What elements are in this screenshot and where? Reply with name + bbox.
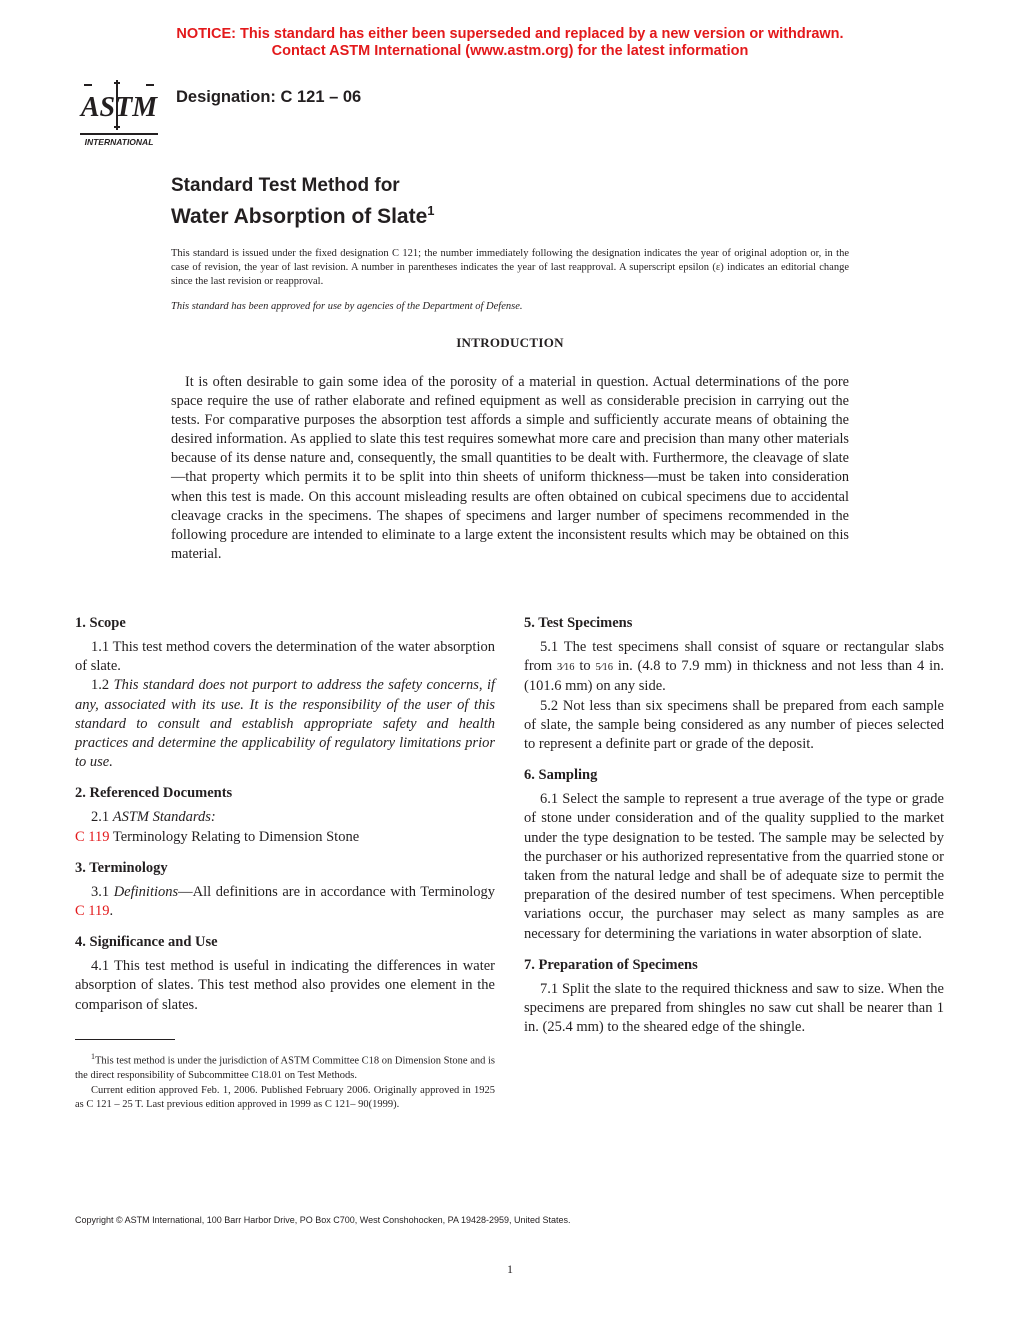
section-specimens-heading: 5. Test Specimens bbox=[524, 615, 633, 631]
paragraph-3-1: 3.1 Definitions—All definitions are in accordance with Terminology C 119. bbox=[75, 883, 496, 920]
section-sampling-heading: 6. Sampling bbox=[524, 767, 598, 784]
paragraph-7-1: 7.1 Split the slate to the required thickness and saw to size. When the specimens are prepared from shingles no saw cut shall be nearer than 1 in. (25.4 mm) to the sheared edge of the shingle. bbox=[524, 980, 944, 1036]
paragraph-1-2: 1.2 This standard does not purport to address the safety concerns, if any, associated with its use. It is the responsibility of the user of this standard to consult and establish appropriate safety and health practices and determine the applicability of regulatory limitations prior to use. bbox=[75, 677, 496, 771]
footnote-1: $^1$This test method is under the jurisdiction of ASTM Committee C18 on Dimension Stone and is the direct responsibility of Subcommittee C18.01 on Test Methods. bbox=[75, 1052, 495, 1082]
section-referenced-heading: 2. Referenced Documents bbox=[75, 785, 233, 802]
paragraph-6-1: 6.1 Select the sample to represent a true average of the type or grade of stone under consideration and of the quality supplied to the market under the type designation to be tested. The sample may be selected by the purchaser or his authorized representative from the quarried stone or taken from the natural ledge and shall be of adequate size to permit the preparation of the desired number of test specimens. When perceptible variations occur, the purchaser may select as many samples as are necessary for determining the variations in water absorption of slate. bbox=[524, 791, 944, 942]
paragraph-5-2: 5.2 Not less than six specimens shall be prepared from each sample of slate, the sample being considered as any number of pieces selected to represent a definite part or grade of the deposit. bbox=[524, 697, 944, 753]
notice-line-2: Contact ASTM International (www.astm.org) for the latest information bbox=[271, 43, 749, 59]
notice-line-1: NOTICE: This standard has either been superseded and replaced by a new version or withdrawn. bbox=[176, 26, 844, 42]
section-scope-heading: 1. Scope bbox=[75, 615, 126, 631]
designation: Designation: C 121 – 06 bbox=[176, 88, 362, 106]
c119-link[interactable]: C 119 bbox=[75, 828, 110, 845]
document-title bbox=[171, 174, 435, 230]
footnote-divider bbox=[75, 1039, 175, 1040]
paragraph-5-1: 5.1 The test specimens shall consist of square or rectangular slabs from 3⁄16 to 5⁄16 in. (4.8 to 7.9 mm) in thickness and not less than 4 in. (101.6 mm) on any side. bbox=[524, 639, 944, 695]
paragraph-4-1: 4.1 This test method is useful in indicating the differences in water absorption of slates. This test method also provides one element in the comparison of slates. bbox=[75, 958, 495, 1013]
astm-logo bbox=[78, 78, 160, 150]
footnote bbox=[75, 1050, 495, 1113]
svg-text:INTERNATIONAL: INTERNATIONAL bbox=[84, 137, 154, 147]
c119-link-terminology[interactable]: C 119 bbox=[75, 903, 110, 920]
paragraph-2-1: 2.1 ASTM Standards: bbox=[91, 809, 216, 826]
introduction-text: It is often desirable to gain some idea of the porosity of a material in question. Actual determinations of the pore space require the use of rather elaborate and refined equipment as well as considerable precision in carrying out the tests. For comparative purposes the absorption test affords a simple and sufficiently accurate means of obtaining the desired information. As applied to slate this test requires somewhat more care and precision than many other materials because of its dense nature and, consequently, the small quantities to be dealt with. Furthermore, the cleavage of slate—that property which permits it to be split into thin sheets of uniform thickness—must be taken into consideration when this test is made. On this account misleading results are often obtained on cubical specimens due to accidental cleavage cracks in the specimens. The shapes of specimens and larger number of specimens recommended in the following procedure are intended to eliminate to a large extent the inconsistent results which may be obtained on this material. bbox=[171, 374, 849, 562]
withdrawal-notice bbox=[0, 26, 1020, 60]
introduction-heading: INTRODUCTION bbox=[456, 335, 564, 350]
dod-approval-note: This standard has been approved for use by agencies of the Department of Defense. bbox=[171, 301, 523, 312]
referenced-document-item: C 119 Terminology Relating to Dimension Stone bbox=[75, 828, 360, 845]
section-terminology-heading: 3. Terminology bbox=[75, 859, 168, 876]
svg-text:ASTM: ASTM bbox=[80, 92, 158, 123]
left-column bbox=[75, 614, 495, 1015]
right-column bbox=[524, 614, 944, 1037]
title-line-1: Standard Test Method for bbox=[171, 175, 400, 196]
issuance-note: This standard is issued under the fixed designation C 121; the number immediately following the designation indicates the year of original adoption or, in the case of revision, the year of last revision. A number in parentheses indicates the year of last reapproval. A superscript epsilon (ε) indicates an editorial change since the last revision or reapproval. bbox=[171, 248, 849, 287]
section-preparation-heading: 7. Preparation of Specimens bbox=[524, 956, 698, 973]
section-significance-heading: 4. Significance and Use bbox=[75, 934, 218, 951]
title-footnote-mark: 1 bbox=[427, 203, 435, 218]
paragraph-1-1: 1.1 This test method covers the determination of the water absorption of slate. bbox=[75, 639, 495, 675]
page-number: 1 bbox=[507, 1262, 513, 1276]
copyright-line: Copyright © ASTM International, 100 Barr Harbor Drive, PO Box C700, West Conshohocken, PA 19428-2959, United States. bbox=[75, 1215, 571, 1225]
footnote-edition: Current edition approved Feb. 1, 2006. Published February 2006. Originally approved in 1925 as C 121 – 25 T. Last previous edition approved in 1999 as C 121– 90(1999). bbox=[75, 1084, 495, 1111]
title-line-2: Water Absorption of Slate bbox=[171, 205, 428, 228]
